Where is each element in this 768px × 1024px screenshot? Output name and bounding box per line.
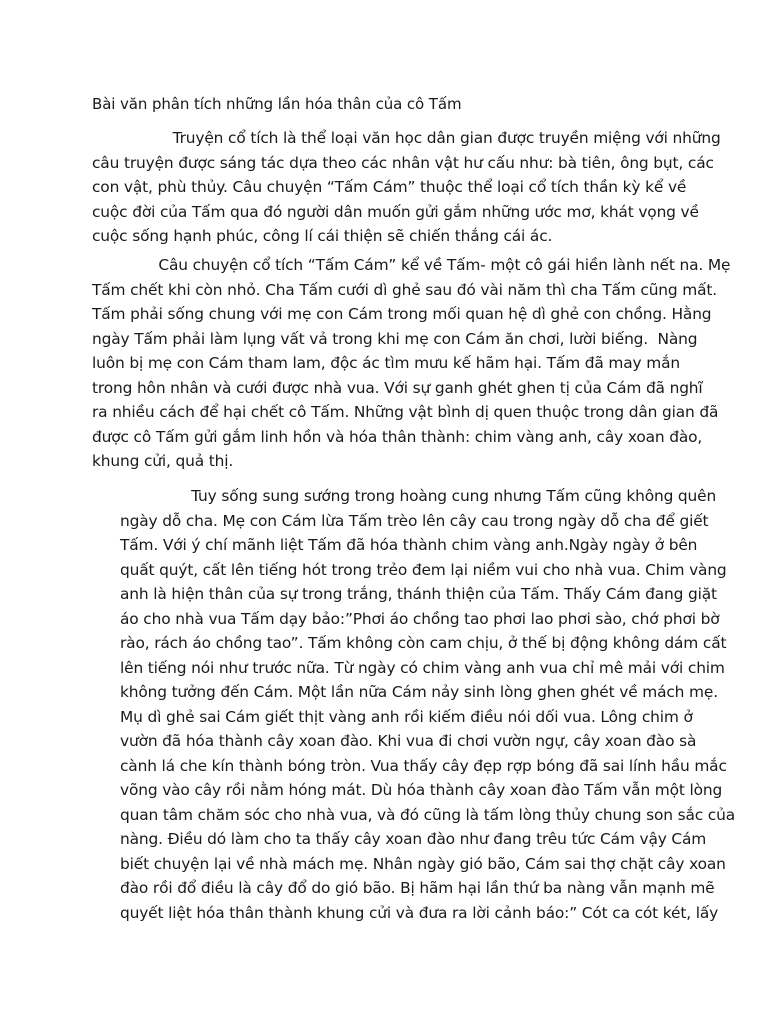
text-line: Mụ dì ghẻ sai Cám giết thịt vàng anh rồi kiếm điều nói dối vua. Lông chim ở [120,707,693,726]
text-line: được cô Tấm gửi gắm linh hồn và hóa thân thành: chim vàng anh, cây xoan đào, [92,427,703,446]
text-line: Truyện cổ tích là thể loại văn học dân gian được truyền miệng với những [92,129,721,147]
text-line: câu truyện được sáng tác dựa theo các nhân vật hư cấu như: bà tiên, ông bụt, các [92,153,714,172]
text-line: lên tiếng nói như trước nữa. Từ ngày có chim vàng anh vua chỉ mê mải với chim [120,658,725,677]
text-line: quyết liệt hóa thân thành khung cửi và đưa ra lời cảnh báo:” Cót ca cót két, lấy [120,903,719,922]
text-line: cuộc sống hạnh phúc, công lí cái thiện sẽ chiến thắng cái ác. [92,227,553,245]
paragraph-transformations [120,484,735,925]
document-title: Bài văn phân tích những lần hóa thân của cô Tấm [92,95,462,113]
text-line: ra nhiều cách để hại chết cô Tấm. Những vật bình dị quen thuộc trong dân gian đã [92,403,719,421]
text-line: đào rồi đổ điều là cây đổ do gió bão. Bị hãm hại lần thứ ba nàng vẫn mạnh mẽ [120,879,715,897]
text-line: rào, rách áo chồng tao”. Tấm không còn cam chịu, ở thế bị động không dám cất [120,634,727,652]
text-line: con vật, phù thủy. Câu chuyện “Tấm Cám” thuộc thể loại cổ tích thần kỳ kể về [92,178,687,196]
text-line: quan tâm chăm sóc cho nhà vua, và đó cũng là tấm lòng thủy chung son sắc của [120,805,735,824]
text-line: không tưởng đến Cám. Một lần nữa Cám nảy sinh lòng ghen ghét về mách mẹ. [120,683,718,701]
text-line: cành lá che kín thành bóng tròn. Vua thấy cây đẹp rợp bóng đã sai lính hầu mắc [120,756,727,775]
text-line: võng vào cây rồi nằm hóng mát. Dù hóa thành cây xoan đào Tấm vẫn một lòng [120,781,723,799]
text-line: Tuy sống sung sướng trong hoàng cung nhưng Tấm cũng không quên [120,487,717,505]
text-line: Tấm chết khi còn nhỏ. Cha Tấm cưới dì ghẻ sau đó vài năm thì cha Tấm cũng mất. [92,280,718,299]
text-line: vườn đã hóa thành cây xoan đào. Khi vua đi chơi vườn ngự, cây xoan đào sà [120,732,697,750]
text-line: trong hôn nhân và cưới được nhà vua. Với sự ganh ghét ghen tị của Cám đã nghĩ [92,378,703,397]
paragraph-intro [92,126,721,249]
text-line: luôn bị mẹ con Cám tham lam, độc ác tìm mưu kế hãm hại. Tấm đã may mắn [92,354,680,372]
text-line: nàng. Điều dó làm cho ta thấy cây xoan đào như đang trêu tức Cám vậy Cám [120,830,707,848]
text-line: Câu chuyện cổ tích “Tấm Cám” kể về Tấm- một cô gái hiền lành nết na. Mẹ [92,256,731,274]
text-line: Tấm phải sống chung với mẹ con Cám trong mối quan hệ dì ghẻ con chồng. Hằng [92,305,712,323]
text-line: biết chuyện lại về nhà mách mẹ. Nhân ngày gió bão, Cám sai thợ chặt cây xoan [120,854,726,873]
text-line: quất quýt, cất lên tiếng hót trong trẻo đem lại niềm vui cho nhà vua. Chim vàng [120,560,727,579]
text-line: khung cửi, quả thị. [92,452,234,470]
text-line: cuộc đời của Tấm qua đó người dân muốn gửi gắm những ước mơ, khát vọng về [92,202,699,221]
text-line: ngày dỗ cha. Mẹ con Cám lừa Tấm trèo lên cây cau trong ngày dỗ cha để giết [120,511,709,530]
text-line: ngày Tấm phải làm lụng vất vả trong khi mẹ con Cám ăn chơi, lười biếng. Nàng [92,329,698,348]
text-line: anh là hiện thân của sự trong trắng, thánh thiện của Tấm. Thấy Cám đang giặt [120,585,717,603]
text-line: áo cho nhà vua Tấm dạy bảo:”Phơi áo chồng tao phơi lao phơi sào, chớ phơi bờ [120,609,720,628]
text-line: Tấm. Với ý chí mãnh liệt Tấm đã hóa thành chim vàng anh.Ngày ngày ở bên [120,536,698,554]
paragraph-summary [92,253,730,474]
